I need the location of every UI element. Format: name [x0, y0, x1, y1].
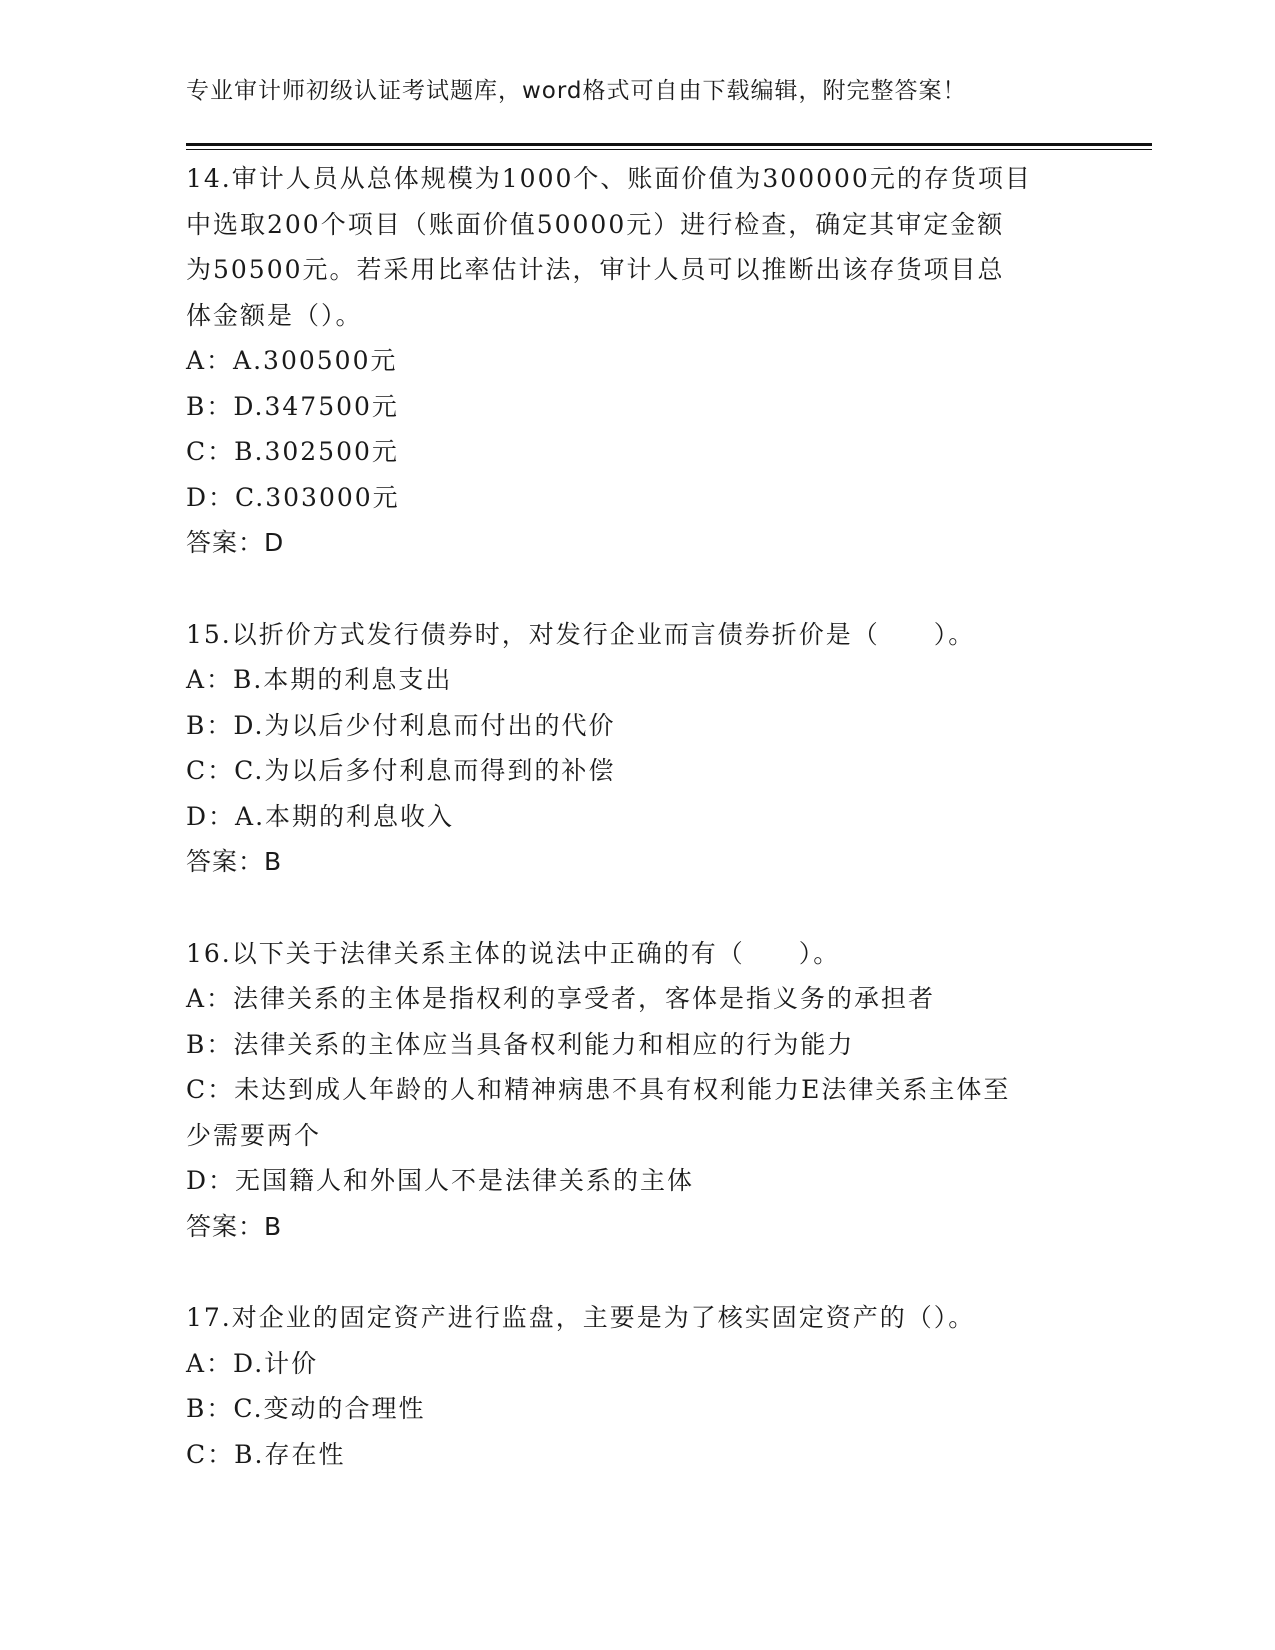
option-d: D：C.303000元 — [186, 482, 400, 512]
question-stem-line: 17.对企业的固定资产进行监盘，主要是为了核实固定资产的（）。 — [186, 1303, 976, 1332]
option-a: A：D.计价 — [186, 1348, 319, 1378]
question-stem-line: 14.审计人员从总体规模为1000个、账面价值为300000元的存货项目 — [186, 164, 1032, 193]
answer: 答案：B — [186, 847, 283, 876]
answer: 答案：B — [186, 1211, 283, 1241]
option-a: A：法律关系的主体是指权利的享受者，客体是指义务的承担者 — [186, 984, 936, 1013]
option-a: A：B.本期的利息支出 — [186, 665, 453, 694]
question-17 — [186, 1295, 1086, 1477]
page-header: 专业审计师初级认证考试题库，word格式可自由下载编辑，附完整答案！ — [186, 78, 967, 104]
option-b: B：法律关系的主体应当具备权利能力和相应的行为能力 — [186, 1029, 855, 1059]
question-stem-line: 16.以下关于法律关系主体的说法中正确的有（ ）。 — [186, 938, 841, 968]
option-b: B：D.为以后少付利息而付出的代价 — [186, 710, 616, 740]
answer: 答案：D — [186, 528, 285, 557]
header-rule-thick — [186, 143, 1152, 146]
question-stem-line: 15.以折价方式发行债券时，对发行企业而言债券折价是（ ）。 — [186, 619, 976, 649]
option-c: C：B.302500元 — [186, 437, 399, 466]
question-list — [186, 156, 1086, 1523]
option-d: D：A.本期的利息收入 — [186, 801, 455, 831]
question-14 — [186, 156, 1086, 566]
option-a: A：A.300500元 — [186, 346, 398, 375]
question-stem-line: 中选取200个项目（账面价值50000元）进行检查，确定其审定金额 — [186, 209, 1005, 239]
option-c-continued: 少需要两个 — [186, 1120, 322, 1150]
option-b: B：C.变动的合理性 — [186, 1394, 426, 1423]
header-rule-thin — [186, 149, 1152, 150]
question-15 — [186, 612, 1086, 885]
option-c: C：未达到成人年龄的人和精神病患不具有权利能力E法律关系主体至 — [186, 1075, 1011, 1104]
option-c: C：B.存在性 — [186, 1439, 346, 1469]
option-c: C：C.为以后多付利息而得到的补偿 — [186, 756, 616, 785]
question-16 — [186, 931, 1086, 1250]
option-b: B：D.347500元 — [186, 391, 399, 421]
question-stem-line: 为50500元。若采用比率估计法，审计人员可以推断出该存货项目总 — [186, 255, 1005, 284]
question-stem-line: 体金额是（）。 — [186, 300, 363, 330]
option-d: D：无国籍人和外国人不是法律关系的主体 — [186, 1166, 695, 1195]
